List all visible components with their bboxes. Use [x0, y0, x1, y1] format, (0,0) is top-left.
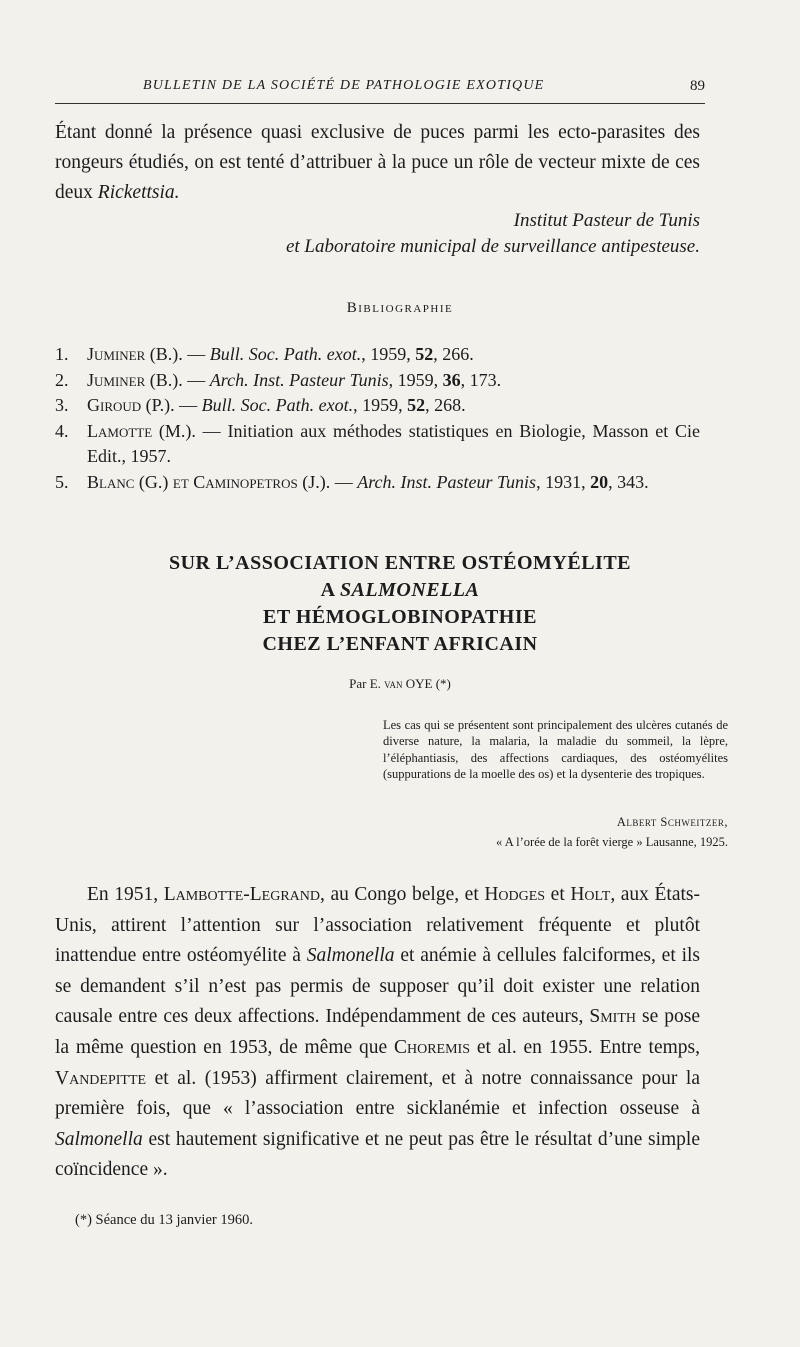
ref-sep: —	[182, 369, 210, 390]
ref-pages: , 343.	[608, 471, 649, 492]
ref-volume: 52	[415, 344, 434, 364]
author-name: Lambotte-Legrand	[163, 884, 320, 905]
ref-author: Blanc (G.) et Caminopetros (J.).	[87, 471, 331, 492]
body-paragraph	[55, 880, 700, 1186]
ref-year: , 1959,	[388, 369, 443, 390]
ref-number: 5.	[55, 471, 69, 492]
article-title	[0, 550, 800, 658]
title-line-2	[0, 577, 800, 604]
journal-title: BULLETIN DE LA SOCIÉTÉ DE PATHOLOGIE EXOTIQUE	[143, 78, 545, 93]
header-rule	[55, 103, 705, 104]
ref-journal: Arch. Inst. Pasteur Tunis	[209, 369, 389, 390]
reference-item	[55, 342, 700, 368]
ref-number: 2.	[55, 369, 69, 390]
reference-item	[55, 368, 700, 394]
author-name: Vandepitte	[55, 1067, 147, 1089]
ref-pages: , 268.	[425, 395, 466, 415]
ref-sep: —	[174, 395, 202, 415]
bibliography-title: Bibliographie	[346, 300, 454, 316]
genus-name: Salmonella	[306, 945, 395, 967]
epigraph-source: « A l’orée de la forêt vierge » Lausanne, 1925.	[496, 835, 728, 849]
epigraph-quote: Les cas qui se présentent sont principalement des ulcères cutanés de diverse nature, la malaria, la maladie du sommeil, la lèpre, l’éléphantiasis, des affections cardiaques, des ostéomyélites (suppurations de la moelle des os) et la dysenterie des tropiques.	[383, 718, 728, 781]
body-text: et anémie à cellules falciformes, et ils se demandent s’il n’est pas permis de supposer qu’il doit exister une relation causale entre ces deux affections. Indépendamment de ces auteurs,	[55, 945, 700, 1028]
title-line-3: ET HÉMOGLOBINOPATHIE	[263, 606, 537, 628]
author-name: Smith	[589, 1006, 636, 1028]
ref-title: Initiation aux méthodes statistiques en Biologie, Masson et Cie Edit., 1957.	[87, 420, 700, 466]
title-line-2-italic: SALMONELLA	[339, 579, 480, 601]
body-text: et al. en 1955. Entre temps,	[470, 1036, 700, 1058]
intro-text: Étant donné la présence quasi exclusive de puces parmi les ecto-parasites des rongeurs étudiés, on est tenté d’attribuer à la puce un rôle de vecteur mixte de ces deux	[55, 122, 700, 203]
ref-volume: 36	[442, 369, 461, 390]
byline-surname: OYE (*)	[402, 676, 451, 691]
genus-name: Salmonella	[55, 1128, 143, 1150]
ref-year: , 1931,	[536, 471, 591, 492]
author-name: Choremis	[393, 1036, 470, 1058]
ref-number: 1.	[55, 344, 69, 364]
ref-volume: 20	[590, 471, 609, 492]
ref-journal: Bull. Soc. Path. exot.	[201, 395, 354, 415]
body-text: et	[545, 884, 571, 905]
ref-sep: —	[182, 344, 210, 364]
reference-item	[55, 470, 700, 496]
reference-item	[55, 393, 700, 419]
author-name: Holt	[570, 884, 611, 905]
ref-sep: —	[330, 471, 358, 492]
body-text: , aux États-Unis, attirent l’attention sur l’association relativement fréquente et plutôt inattendue entre ostéomyélite à	[55, 884, 700, 967]
ref-number: 3.	[55, 395, 69, 415]
ref-author: Giroud (P.).	[87, 395, 175, 415]
ref-year: , 1959,	[353, 395, 408, 415]
reference-item	[55, 419, 700, 470]
byline-particle: van	[384, 676, 403, 691]
title-line-1: SUR L’ASSOCIATION ENTRE OSTÉOMYÉLITE	[168, 552, 631, 574]
ref-journal: Arch. Inst. Pasteur Tunis	[357, 471, 537, 492]
ref-author: Juminer (B.).	[87, 369, 183, 390]
ref-volume: 52	[407, 395, 426, 415]
byline	[0, 676, 800, 692]
body-text: , au Congo belge, et	[320, 884, 485, 905]
footnote: (*) Séance du 13 janvier 1960.	[75, 1212, 253, 1228]
institution-line-1: Institut Pasteur de Tunis	[513, 210, 700, 231]
byline-prefix: Par E.	[349, 676, 385, 691]
epigraph-author: Albert Schweitzer,	[616, 815, 728, 829]
ref-sep: —	[195, 420, 228, 441]
intro-paragraph	[55, 118, 700, 208]
ref-year: , 1959,	[361, 344, 416, 364]
title-line-4: CHEZ L’ENFANT AFRICAIN	[262, 633, 538, 655]
ref-author: Lamotte (M.).	[87, 420, 196, 441]
body-text: et al. (1953) affirment clairement, et à notre connaissance pour la première fois, que « l’association entre sicklanémie et infection osseuse à	[55, 1067, 700, 1120]
body-text: En 1951,	[87, 884, 164, 905]
institution-line-2: et Laboratoire municipal de surveillance antipesteuse.	[285, 236, 700, 257]
intro-italic: Rickettsia.	[97, 182, 180, 203]
reference-list	[55, 342, 700, 495]
ref-journal: Bull. Soc. Path. exot.	[209, 344, 362, 364]
page-number: 89	[690, 78, 705, 94]
body-text: est hautement significative et ne peut pas être le résultat d’une simple coïncidence ».	[55, 1128, 700, 1181]
author-name: Hodges	[484, 884, 546, 905]
ref-pages: , 266.	[433, 344, 474, 364]
ref-author: Juminer (B.).	[87, 344, 183, 364]
title-line-2-prefix: A	[320, 579, 340, 601]
ref-pages: , 173.	[460, 369, 502, 390]
body-text: se pose la même question en 1953, de même que	[55, 1006, 700, 1058]
ref-number: 4.	[55, 420, 69, 441]
